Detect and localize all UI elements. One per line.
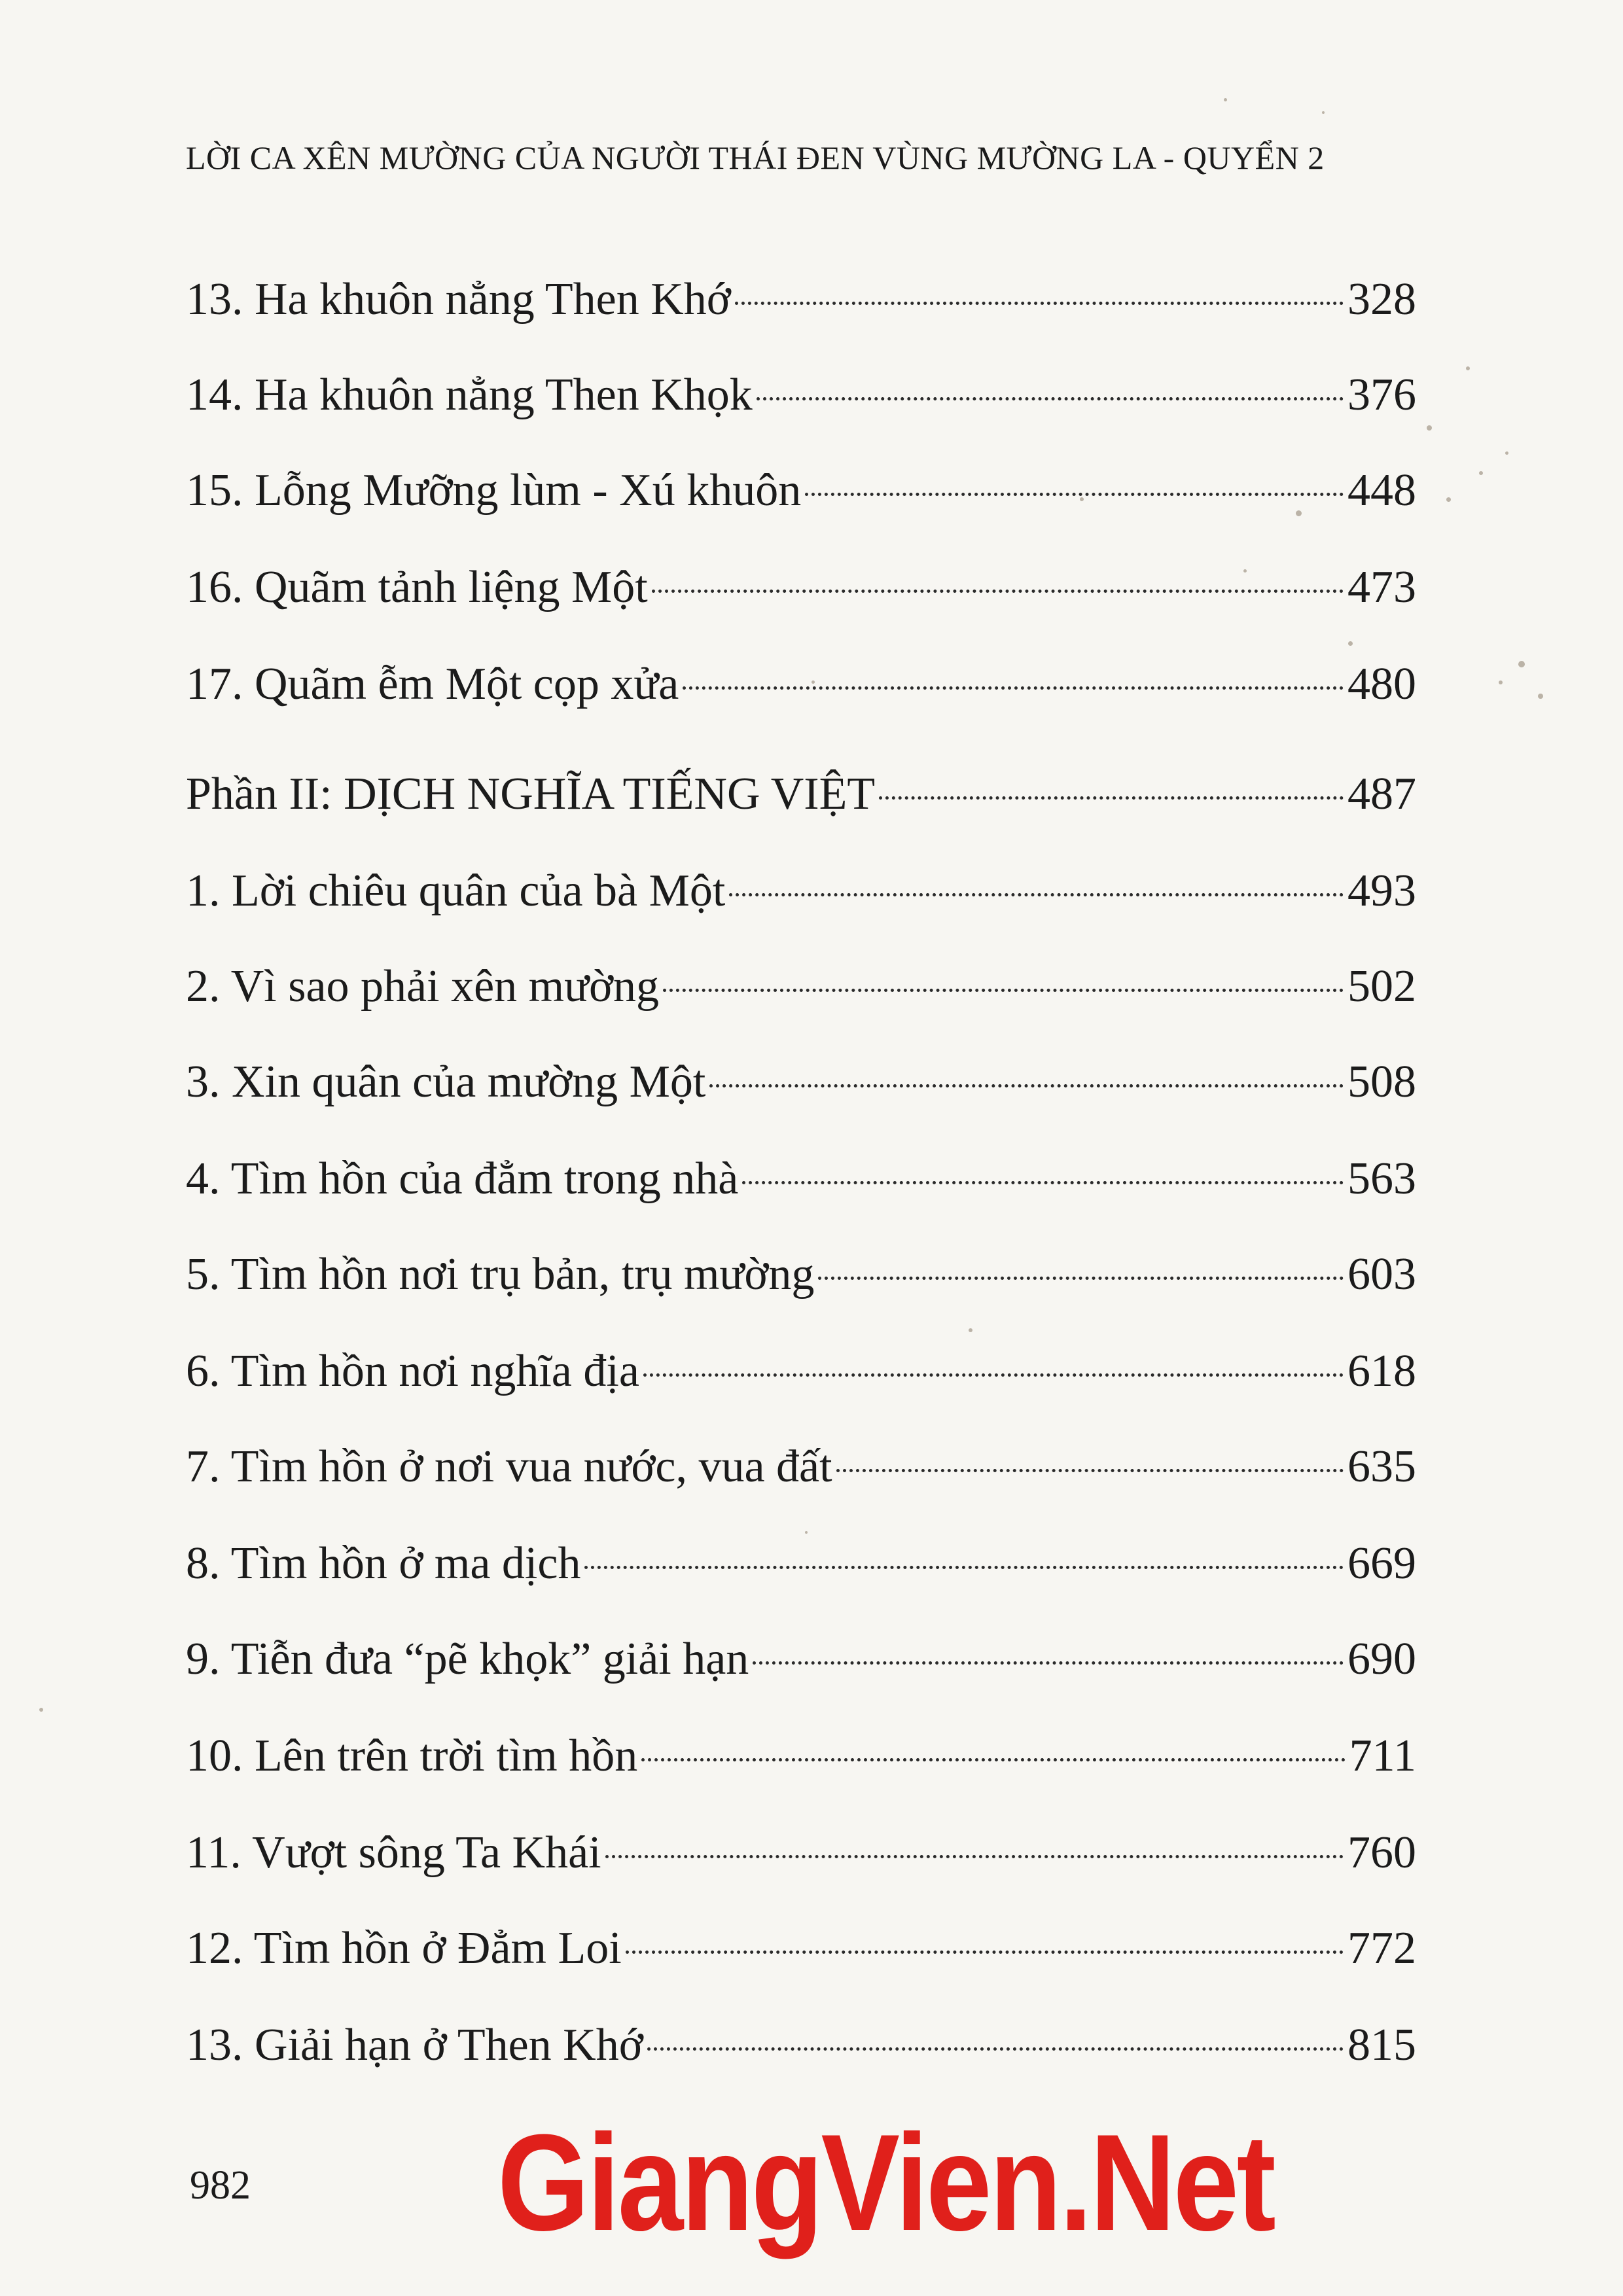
running-header: LỜI CA XÊN MƯỜNG CỦA NGƯỜI THÁI ĐEN VÙNG MƯỜNG LA - QUYỂN 2 [186,139,1325,176]
scan-speck [1427,425,1432,431]
page-number: 982 [190,2163,251,2208]
toc-entry-page: 328 [1347,274,1416,325]
toc-entry-title: 8. Tìm hồn ở ma dịch [186,1538,581,1589]
toc-entry-page: 376 [1347,370,1416,420]
toc-entry-title: 6. Tìm hồn nơi nghĩa địa [186,1346,639,1396]
toc-entry-title: 14. Ha khuôn nẳng Then Khọk [186,370,753,420]
toc-dot-leader [709,1084,1344,1087]
toc-entry-page: 502 [1347,961,1416,1012]
toc-entry-title: 7. Tìm hồn ở nơi vua nước, vua đất [186,1441,832,1492]
toc-dot-leader [805,493,1344,496]
toc-entry-title: 1. Lời chiêu quân của bà Một [186,866,726,916]
toc-entry-page: 448 [1347,465,1416,516]
scan-speck [1348,641,1353,646]
toc-entry [186,865,1416,924]
toc-entry-title: Phần II: DỊCH NGHĨA TIẾNG VIỆT [186,769,876,819]
toc-dot-leader [683,686,1344,690]
toc-entry-page: 669 [1347,1538,1416,1589]
toc-entry-page: 815 [1347,2020,1416,2070]
toc-entry [186,1056,1416,1115]
toc-entry [186,1345,1416,1404]
toc-dot-leader [663,989,1344,992]
toc-dot-leader [643,1373,1344,1377]
toc-entry [186,658,1416,717]
scan-speck [1446,497,1451,502]
toc-entry [186,768,1416,827]
toc-entry [186,1248,1416,1307]
toc-entry [186,1538,1416,1597]
scan-speck [1224,98,1227,101]
toc-dot-leader [626,1951,1344,1954]
toc-dot-leader [647,2047,1344,2051]
toc-entry-title: 16. Quãm tảnh liệng Một [186,562,648,612]
toc-entry [186,465,1416,523]
toc-dot-leader [605,1855,1344,1858]
toc-entry-page: 711 [1349,1731,1416,1781]
toc-entry-title: 13. Ha khuôn nẳng Then Khớ [186,274,731,325]
toc-entry [186,1730,1416,1789]
toc-entry-title: 3. Xin quân của mường Một [186,1057,706,1107]
toc-entry-page: 618 [1347,1346,1416,1396]
toc-entry-page: 480 [1347,659,1416,709]
toc-entry [186,2019,1416,2078]
toc-dot-leader [735,302,1344,305]
toc-entry-page: 493 [1347,866,1416,916]
toc-dot-leader [836,1469,1344,1472]
toc-entry-page: 563 [1347,1154,1416,1204]
toc-dot-leader [742,1181,1344,1184]
scan-speck [1499,680,1503,684]
scan-speck [1322,111,1325,114]
toc-entry [186,1827,1416,1886]
toc-entry [186,561,1416,620]
toc-entry-title: 9. Tiễn đưa “pẽ khọk” giải hạn [186,1634,749,1684]
toc-entry-title: 11. Vượt sông Ta Khái [186,1828,601,1878]
toc-entry [186,1153,1416,1212]
toc-entry-title: 4. Tìm hồn của đẳm trong nhà [186,1154,739,1204]
toc-entry [186,1922,1416,1981]
toc-entry-page: 772 [1347,1923,1416,1973]
toc-entry-title: 2. Vì sao phải xên mường [186,961,660,1012]
toc-entry-title: 13. Giải hạn ở Then Khớ [186,2020,643,2070]
toc-dot-leader [729,893,1344,896]
scan-speck [1466,366,1470,370]
toc-entry [186,274,1416,332]
toc-dot-leader [652,590,1344,593]
toc-entry-title: 12. Tìm hồn ở Đẳm Loi [186,1923,622,1973]
scan-speck [1479,471,1483,475]
toc-entry [186,1441,1416,1500]
scan-speck [969,1328,972,1332]
toc-entry-title: 10. Lên trên trời tìm hồn [186,1731,638,1781]
toc-entry-page: 690 [1347,1634,1416,1684]
toc-dot-leader [757,397,1344,400]
scan-speck [805,1531,808,1534]
toc-dot-leader [818,1277,1344,1280]
toc-entry-page: 603 [1347,1249,1416,1299]
watermark-logo: GiangVien.Net [497,2106,1274,2259]
toc-entry-page: 473 [1347,562,1416,612]
toc-entry [186,369,1416,428]
scan-speck [39,1708,43,1712]
toc-entry [186,1633,1416,1692]
toc-entry-page: 508 [1347,1057,1416,1107]
scan-speck [1518,661,1525,667]
toc-dot-leader [753,1661,1344,1665]
toc-dot-leader [584,1566,1344,1569]
toc-entry [186,961,1416,1019]
toc-dot-leader [879,796,1344,800]
toc-entry-title: 5. Tìm hồn nơi trụ bản, trụ mường [186,1249,815,1299]
scan-speck [1538,694,1543,699]
toc-dot-leader [641,1758,1345,1761]
toc-entry-page: 760 [1347,1828,1416,1878]
toc-entry-title: 15. Lỗng Mưỡng lùm - Xú khuôn [186,465,802,516]
toc-entry-title: 17. Quãm ễm Một cọp xửa [186,659,679,709]
toc-entry-page: 635 [1347,1441,1416,1492]
toc-entry-page: 487 [1347,769,1416,819]
scan-speck [1505,451,1508,455]
